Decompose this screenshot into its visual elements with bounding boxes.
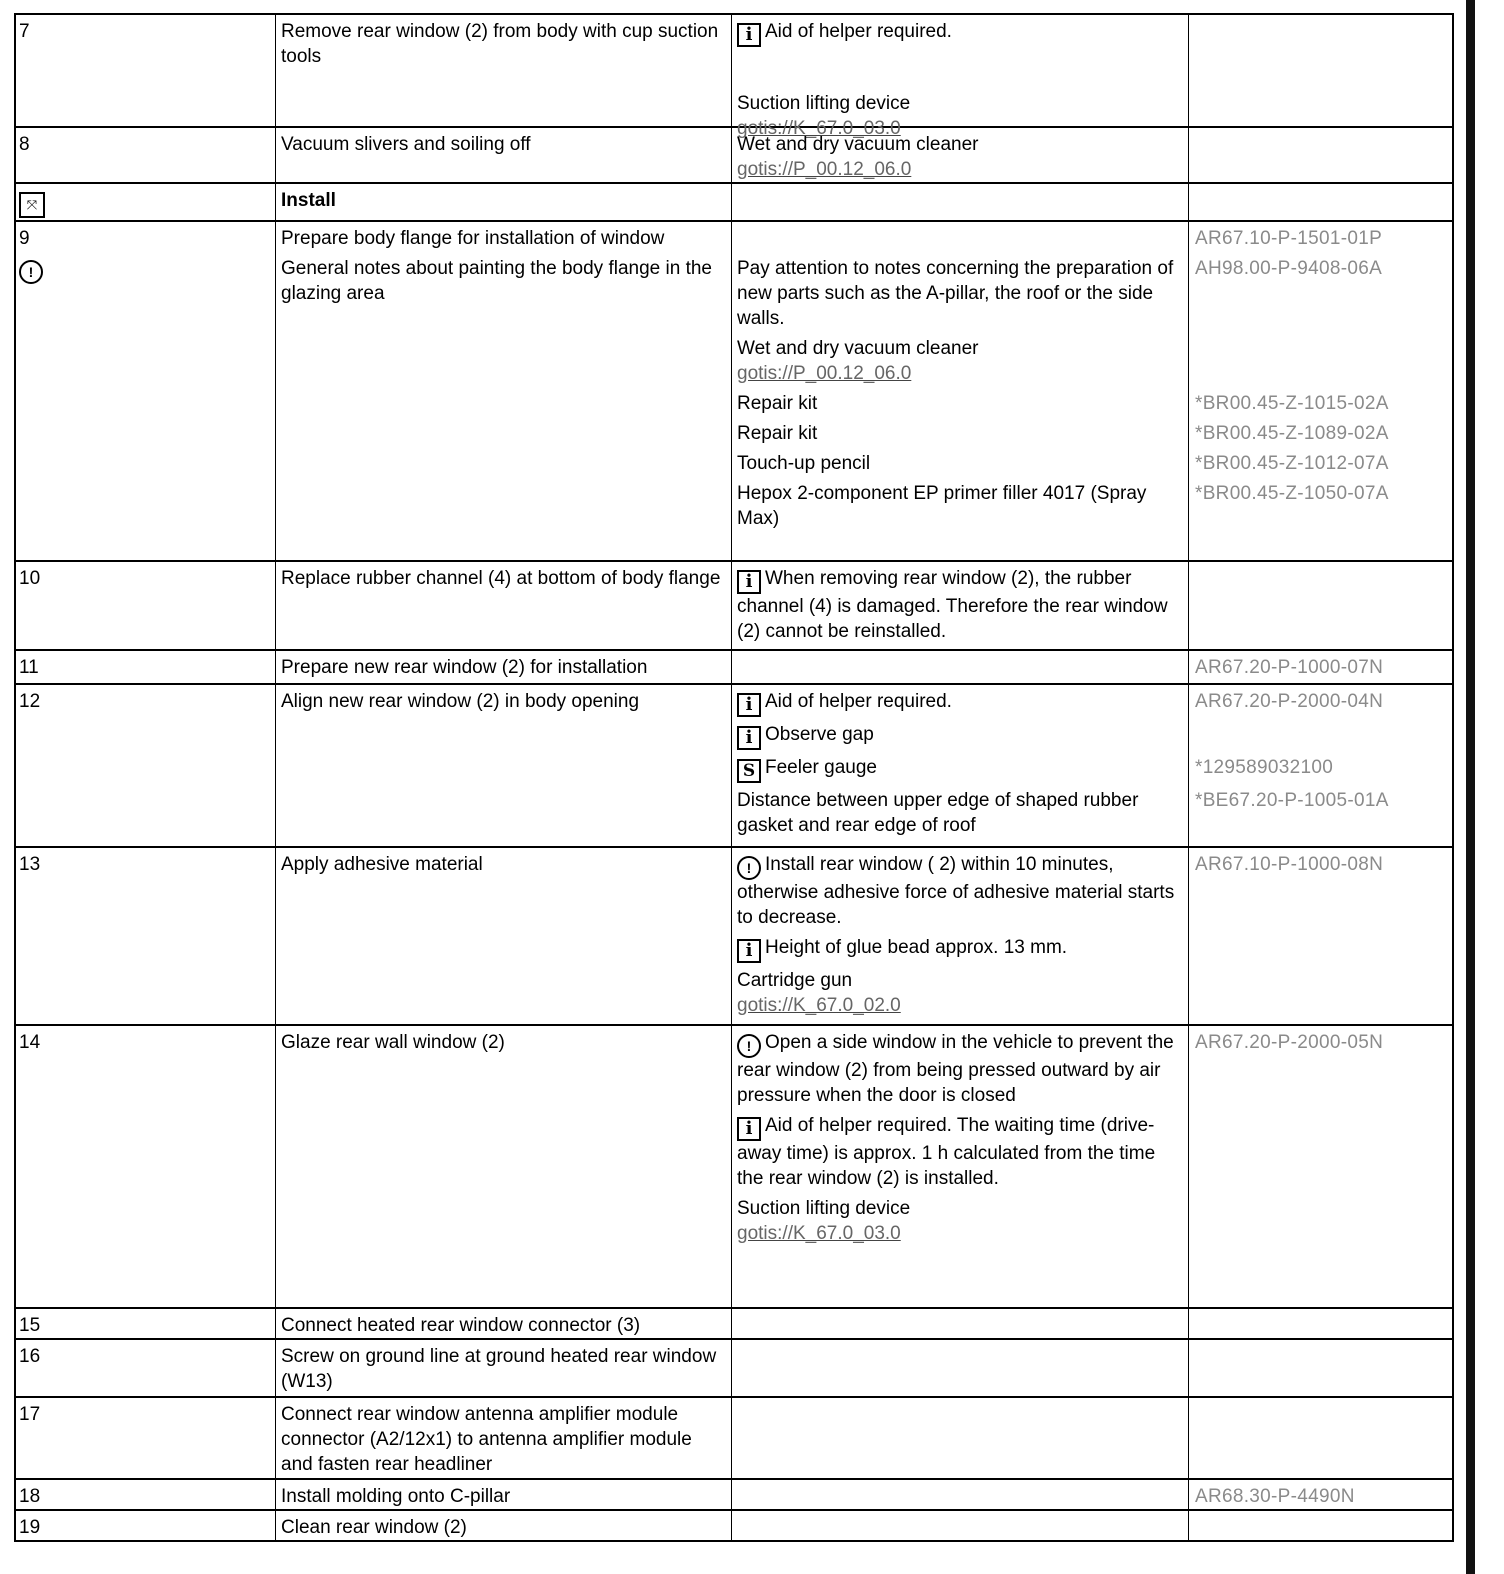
- action-text: Clean rear window (2): [281, 1517, 467, 1538]
- document-reference[interactable]: AH98.00-P-9408-06A: [1195, 258, 1383, 279]
- note-cell: [732, 226, 1189, 251]
- action-cell: [276, 481, 732, 531]
- note-cell: [732, 935, 1189, 963]
- step-cell: [16, 256, 276, 331]
- note-cell: [732, 391, 1189, 416]
- column-divider: [1188, 128, 1189, 182]
- column-divider: [731, 1480, 732, 1509]
- table-row: [16, 1511, 1452, 1541]
- action-text: Prepare body flange for installation of window: [281, 228, 665, 249]
- reference-cell: [1189, 1313, 1452, 1338]
- note-cell: [732, 1515, 1189, 1540]
- info-icon: i: [737, 1117, 761, 1141]
- column-divider: [1188, 15, 1189, 126]
- note-text: Feeler gauge: [765, 757, 877, 778]
- note-text: Install rear window ( 2) within 10 minutes, otherwise adhesive force of adhesive material starts to decrease.: [737, 854, 1175, 928]
- step-cell: [16, 1030, 276, 1108]
- step-cell: [16, 968, 276, 1018]
- step-cell: [16, 935, 276, 963]
- warn-icon: !: [737, 856, 761, 880]
- note-cell: [732, 1030, 1189, 1108]
- table-line: [16, 1030, 1452, 1108]
- table-row: [16, 562, 1452, 651]
- column-divider: [275, 222, 276, 560]
- table-line: [16, 1515, 1452, 1540]
- action-cell: [276, 935, 732, 963]
- action-cell: [276, 1313, 732, 1338]
- table-row: [16, 184, 1452, 222]
- action-cell: [276, 336, 732, 386]
- warn-icon: !: [737, 1034, 761, 1058]
- table-line: [16, 1113, 1452, 1191]
- note-text: Repair kit: [737, 393, 818, 414]
- table-line: [16, 755, 1452, 783]
- action-text: Glaze rear wall window (2): [281, 1032, 505, 1053]
- action-cell: [276, 1515, 732, 1540]
- step-cell: [16, 1515, 276, 1540]
- action-cell: [276, 132, 732, 182]
- reference-cell: [1189, 968, 1452, 1018]
- note-cell: [732, 1344, 1189, 1394]
- note-cell: [732, 421, 1189, 446]
- column-divider: [1188, 1340, 1189, 1396]
- action-text: Install: [281, 190, 336, 211]
- action-cell: [276, 1030, 732, 1108]
- action-text: Connect heated rear window connector (3): [281, 1315, 641, 1336]
- table-line: [16, 566, 1452, 644]
- step-cell: [16, 336, 276, 386]
- reference-cell: [1189, 566, 1452, 644]
- note-cell: [732, 788, 1189, 838]
- column-divider: [731, 1398, 732, 1478]
- step-cell: [16, 1484, 276, 1509]
- step-cell: [16, 226, 276, 251]
- reference-cell: [1189, 226, 1452, 251]
- reference-cell: [1189, 19, 1452, 69]
- reference-cell: [1189, 689, 1452, 717]
- column-divider: [731, 848, 732, 1024]
- column-divider: [275, 651, 276, 683]
- note-text: Wet and dry vacuum cleaner: [737, 134, 979, 155]
- table-line: [16, 19, 1452, 69]
- action-cell: [276, 1344, 732, 1394]
- action-cell: [276, 852, 732, 930]
- document-reference[interactable]: *BE67.20-P-1005-01A: [1195, 790, 1389, 811]
- document-reference[interactable]: *BR00.45-Z-1012-07A: [1195, 453, 1389, 474]
- step-number: 12: [19, 691, 41, 712]
- step-number: 15: [19, 1315, 41, 1336]
- scrollbar[interactable]: [1466, 0, 1475, 1574]
- column-divider: [1188, 562, 1189, 649]
- note-cell: [732, 566, 1189, 644]
- action-cell: [276, 788, 732, 838]
- table-row: [16, 222, 1452, 562]
- info-icon: i: [737, 726, 761, 750]
- note-cell: [732, 968, 1189, 1018]
- column-divider: [1188, 685, 1189, 846]
- step-cell: [16, 689, 276, 717]
- step-number: 8: [19, 134, 30, 155]
- table-row: [16, 1026, 1452, 1309]
- document-reference[interactable]: *BR00.45-Z-1050-07A: [1195, 483, 1389, 504]
- note-cell: [732, 1402, 1189, 1477]
- step-number: 14: [19, 1032, 41, 1053]
- reference-cell: [1189, 852, 1452, 930]
- step-cell: [16, 188, 276, 218]
- reference-cell: [1189, 1484, 1452, 1509]
- reference-cell: [1189, 336, 1452, 386]
- note-text: Wet and dry vacuum cleaner: [737, 338, 979, 359]
- action-text: Apply adhesive material: [281, 854, 483, 875]
- action-cell: [276, 689, 732, 717]
- note-cell: [732, 481, 1189, 531]
- column-divider: [731, 1309, 732, 1338]
- tool-icon: S: [737, 759, 761, 783]
- note-text: Repair kit: [737, 423, 818, 444]
- gotis-link[interactable]: gotis://K_67.0_03.0: [737, 1223, 901, 1244]
- note-cell: [732, 1484, 1189, 1509]
- note-text: Suction lifting device: [737, 1198, 911, 1219]
- action-text: Replace rubber channel (4) at bottom of body flange: [281, 568, 721, 589]
- document-reference[interactable]: AR67.20-P-1000-07N: [1195, 657, 1384, 678]
- note-cell: [732, 1196, 1189, 1246]
- document-reference[interactable]: *BR00.45-Z-1015-02A: [1195, 393, 1389, 414]
- table-line: [16, 1313, 1452, 1338]
- reference-cell: [1189, 421, 1452, 446]
- step-cell: [16, 421, 276, 446]
- note-cell: [732, 336, 1189, 386]
- column-divider: [1188, 1511, 1189, 1540]
- note-cell: [732, 1113, 1189, 1191]
- step-cell: [16, 566, 276, 644]
- action-cell: [276, 566, 732, 644]
- column-divider: [1188, 848, 1189, 1024]
- gotis-link[interactable]: gotis://K_67.0_03.0: [737, 118, 901, 139]
- table-line: [16, 421, 1452, 446]
- step-number: 17: [19, 1404, 41, 1425]
- table-line: [16, 935, 1452, 963]
- column-divider: [1188, 1309, 1189, 1338]
- table-line: [16, 481, 1452, 531]
- note-cell: [732, 19, 1189, 69]
- step-cell: [16, 132, 276, 182]
- reference-cell: [1189, 1196, 1452, 1246]
- action-text: Connect rear window antenna amplifier module connector (A2/12x1) to antenna amplifier module and fasten rear headliner: [281, 1404, 692, 1475]
- step-number: 9: [19, 228, 30, 249]
- action-cell: [276, 1484, 732, 1509]
- action-cell: [276, 1113, 732, 1191]
- column-divider: [731, 651, 732, 683]
- document-reference[interactable]: AR68.30-P-4490N: [1195, 1486, 1355, 1507]
- info-icon: i: [737, 693, 761, 717]
- column-divider: [275, 1309, 276, 1338]
- note-cell: [732, 722, 1189, 750]
- reference-cell: [1189, 188, 1452, 218]
- reference-cell: [1189, 481, 1452, 531]
- repair-procedure-table: [14, 13, 1454, 1542]
- step-number: 16: [19, 1346, 41, 1367]
- reference-cell: [1189, 451, 1452, 476]
- gotis-link[interactable]: gotis://P_00.12_06.0: [737, 363, 912, 384]
- action-text: General notes about painting the body flange in the glazing area: [281, 258, 712, 304]
- step-cell: [16, 481, 276, 531]
- note-cell: [732, 655, 1189, 680]
- note-text: Aid of helper required. The waiting time (drive-away time) is approx. 1 h calculated from the time the rear window (2) is installed.: [737, 1115, 1156, 1189]
- note-text: Aid of helper required.: [765, 21, 952, 42]
- table-line: [16, 1402, 1452, 1477]
- step-number: 13: [19, 854, 41, 875]
- table-row: [16, 1398, 1452, 1480]
- note-text: When removing rear window (2), the rubber channel (4) is damaged. Therefore the rear window (2) cannot be reinstalled.: [737, 568, 1168, 642]
- column-divider: [1188, 222, 1189, 560]
- action-cell: [276, 421, 732, 446]
- action-cell: [276, 722, 732, 750]
- action-cell: [276, 256, 732, 331]
- table-line: [16, 451, 1452, 476]
- note-cell: [732, 1313, 1189, 1338]
- action-text: Prepare new rear window (2) for installation: [281, 657, 648, 678]
- table-line: [16, 1484, 1452, 1509]
- reference-cell: [1189, 391, 1452, 416]
- step-cell: [16, 1313, 276, 1338]
- table-row: [16, 651, 1452, 685]
- column-divider: [731, 222, 732, 560]
- table-line: [16, 689, 1452, 717]
- note-text: Observe gap: [765, 724, 874, 745]
- note-text: Aid of helper required.: [765, 691, 952, 712]
- column-divider: [731, 1026, 732, 1307]
- table-row: [16, 1480, 1452, 1511]
- action-cell: [276, 188, 732, 218]
- reference-cell: [1189, 256, 1452, 331]
- column-divider: [731, 128, 732, 182]
- step-cell: [16, 852, 276, 930]
- note-cell: [732, 689, 1189, 717]
- action-cell: [276, 391, 732, 416]
- table-row: [16, 685, 1452, 848]
- reference-cell: [1189, 935, 1452, 963]
- table-line: [16, 968, 1452, 1018]
- table-line: [16, 226, 1452, 251]
- reference-cell: [1189, 788, 1452, 838]
- column-divider: [275, 1480, 276, 1509]
- table-line: [16, 788, 1452, 838]
- step-number: 11: [19, 657, 39, 678]
- step-cell: [16, 1113, 276, 1191]
- reference-cell: [1189, 1113, 1452, 1191]
- reference-cell: [1189, 132, 1452, 182]
- step-cell: [16, 391, 276, 416]
- step-cell: [16, 788, 276, 838]
- reference-cell: [1189, 1344, 1452, 1394]
- column-divider: [275, 184, 276, 220]
- step-number: 18: [19, 1486, 41, 1507]
- step-number: 10: [19, 568, 41, 589]
- column-divider: [731, 184, 732, 220]
- note-text: Suction lifting device: [737, 93, 911, 114]
- step-cell: [16, 655, 276, 680]
- document-reference[interactable]: *129589032100: [1195, 757, 1334, 778]
- note-cell: [732, 132, 1189, 182]
- table-line: [16, 655, 1452, 680]
- table-row: [16, 848, 1452, 1026]
- gotis-link[interactable]: gotis://P_00.12_06.0: [737, 159, 912, 180]
- reference-cell: [1189, 1515, 1452, 1540]
- step-cell: [16, 755, 276, 783]
- column-divider: [1188, 184, 1189, 220]
- note-cell: [732, 451, 1189, 476]
- column-divider: [1188, 1026, 1189, 1307]
- info-icon: i: [737, 570, 761, 594]
- action-cell: [276, 755, 732, 783]
- reference-cell: [1189, 1030, 1452, 1108]
- reference-cell: [1189, 755, 1452, 783]
- column-divider: [731, 562, 732, 649]
- reference-cell: [1189, 1402, 1452, 1477]
- column-divider: [275, 15, 276, 126]
- table-row: [16, 1340, 1452, 1398]
- action-cell: [276, 1196, 732, 1246]
- action-text: Align new rear window (2) in body opening: [281, 691, 640, 712]
- column-divider: [731, 685, 732, 846]
- column-divider: [275, 562, 276, 649]
- column-divider: [1188, 1398, 1189, 1478]
- warn-icon: !: [19, 260, 43, 284]
- action-cell: [276, 451, 732, 476]
- table-line: [16, 188, 1452, 218]
- reference-cell: [1189, 722, 1452, 750]
- step-cell: [16, 451, 276, 476]
- table-line: [16, 336, 1452, 386]
- table-line: [16, 391, 1452, 416]
- document-reference[interactable]: AR67.10-P-1501-01P: [1195, 228, 1383, 249]
- document-reference[interactable]: AR67.10-P-1000-08N: [1195, 854, 1384, 875]
- info-icon: i: [737, 939, 761, 963]
- column-divider: [275, 1398, 276, 1478]
- note-text: Height of glue bead approx. 13 mm.: [765, 937, 1068, 958]
- column-divider: [275, 1511, 276, 1540]
- action-text: Remove rear window (2) from body with cup suction tools: [281, 21, 719, 67]
- column-divider: [275, 1340, 276, 1396]
- action-cell: [276, 655, 732, 680]
- column-divider: [275, 128, 276, 182]
- document-reference[interactable]: AR67.20-P-2000-05N: [1195, 1032, 1384, 1053]
- table-row: [16, 128, 1452, 184]
- column-divider: [275, 848, 276, 1024]
- action-cell: [276, 968, 732, 1018]
- gotis-link[interactable]: gotis://K_67.0_02.0: [737, 995, 901, 1016]
- reference-cell: [1189, 655, 1452, 680]
- step-cell: [16, 1402, 276, 1477]
- action-cell: [276, 19, 732, 69]
- step-number: 7: [19, 21, 30, 42]
- info-icon: i: [737, 23, 761, 47]
- step-cell: [16, 19, 276, 69]
- column-divider: [731, 1340, 732, 1396]
- table-line: [16, 852, 1452, 930]
- note-cell: [732, 755, 1189, 783]
- table-row: [16, 1309, 1452, 1340]
- note-text: Open a side window in the vehicle to prevent the rear window (2) from being pressed outward by air pressure when the door is closed: [737, 1032, 1174, 1106]
- note-text: Touch-up pencil: [737, 453, 871, 474]
- note-text: Hepox 2-component EP primer filler 4017 (Spray Max): [737, 483, 1147, 529]
- note-cell: [732, 188, 1189, 218]
- table-line: [16, 722, 1452, 750]
- action-cell: [276, 226, 732, 251]
- column-divider: [1188, 651, 1189, 683]
- table-line: [16, 256, 1452, 331]
- table-line: [16, 132, 1452, 182]
- step-number: 19: [19, 1517, 41, 1538]
- column-divider: [275, 1026, 276, 1307]
- action-text: Vacuum slivers and soiling off: [281, 134, 531, 155]
- document-reference[interactable]: *BR00.45-Z-1089-02A: [1195, 423, 1389, 444]
- column-divider: [731, 15, 732, 126]
- note-text: Distance between upper edge of shaped rubber gasket and rear edge of roof: [737, 790, 1139, 836]
- action-cell: [276, 1402, 732, 1477]
- column-divider: [275, 685, 276, 846]
- table-row: [16, 15, 1452, 139]
- note-text: Pay attention to notes concerning the preparation of new parts such as the A-pillar, the roof or the side walls.: [737, 258, 1174, 329]
- column-divider: [731, 1511, 732, 1540]
- step-cell: [16, 1344, 276, 1394]
- step-cell: [16, 1196, 276, 1246]
- note-text: Cartridge gun: [737, 970, 853, 991]
- table-line: [16, 1344, 1452, 1394]
- action-text: Install molding onto C-pillar: [281, 1486, 511, 1507]
- action-text: Screw on ground line at ground heated rear window (W13): [281, 1346, 717, 1392]
- note-cell: [732, 852, 1189, 930]
- step-cell: [16, 722, 276, 750]
- note-cell: [732, 256, 1189, 331]
- document-reference[interactable]: AR67.20-P-2000-04N: [1195, 691, 1384, 712]
- table-line: [16, 1196, 1452, 1246]
- install-icon: ⤧: [19, 192, 45, 218]
- column-divider: [1188, 1480, 1189, 1509]
